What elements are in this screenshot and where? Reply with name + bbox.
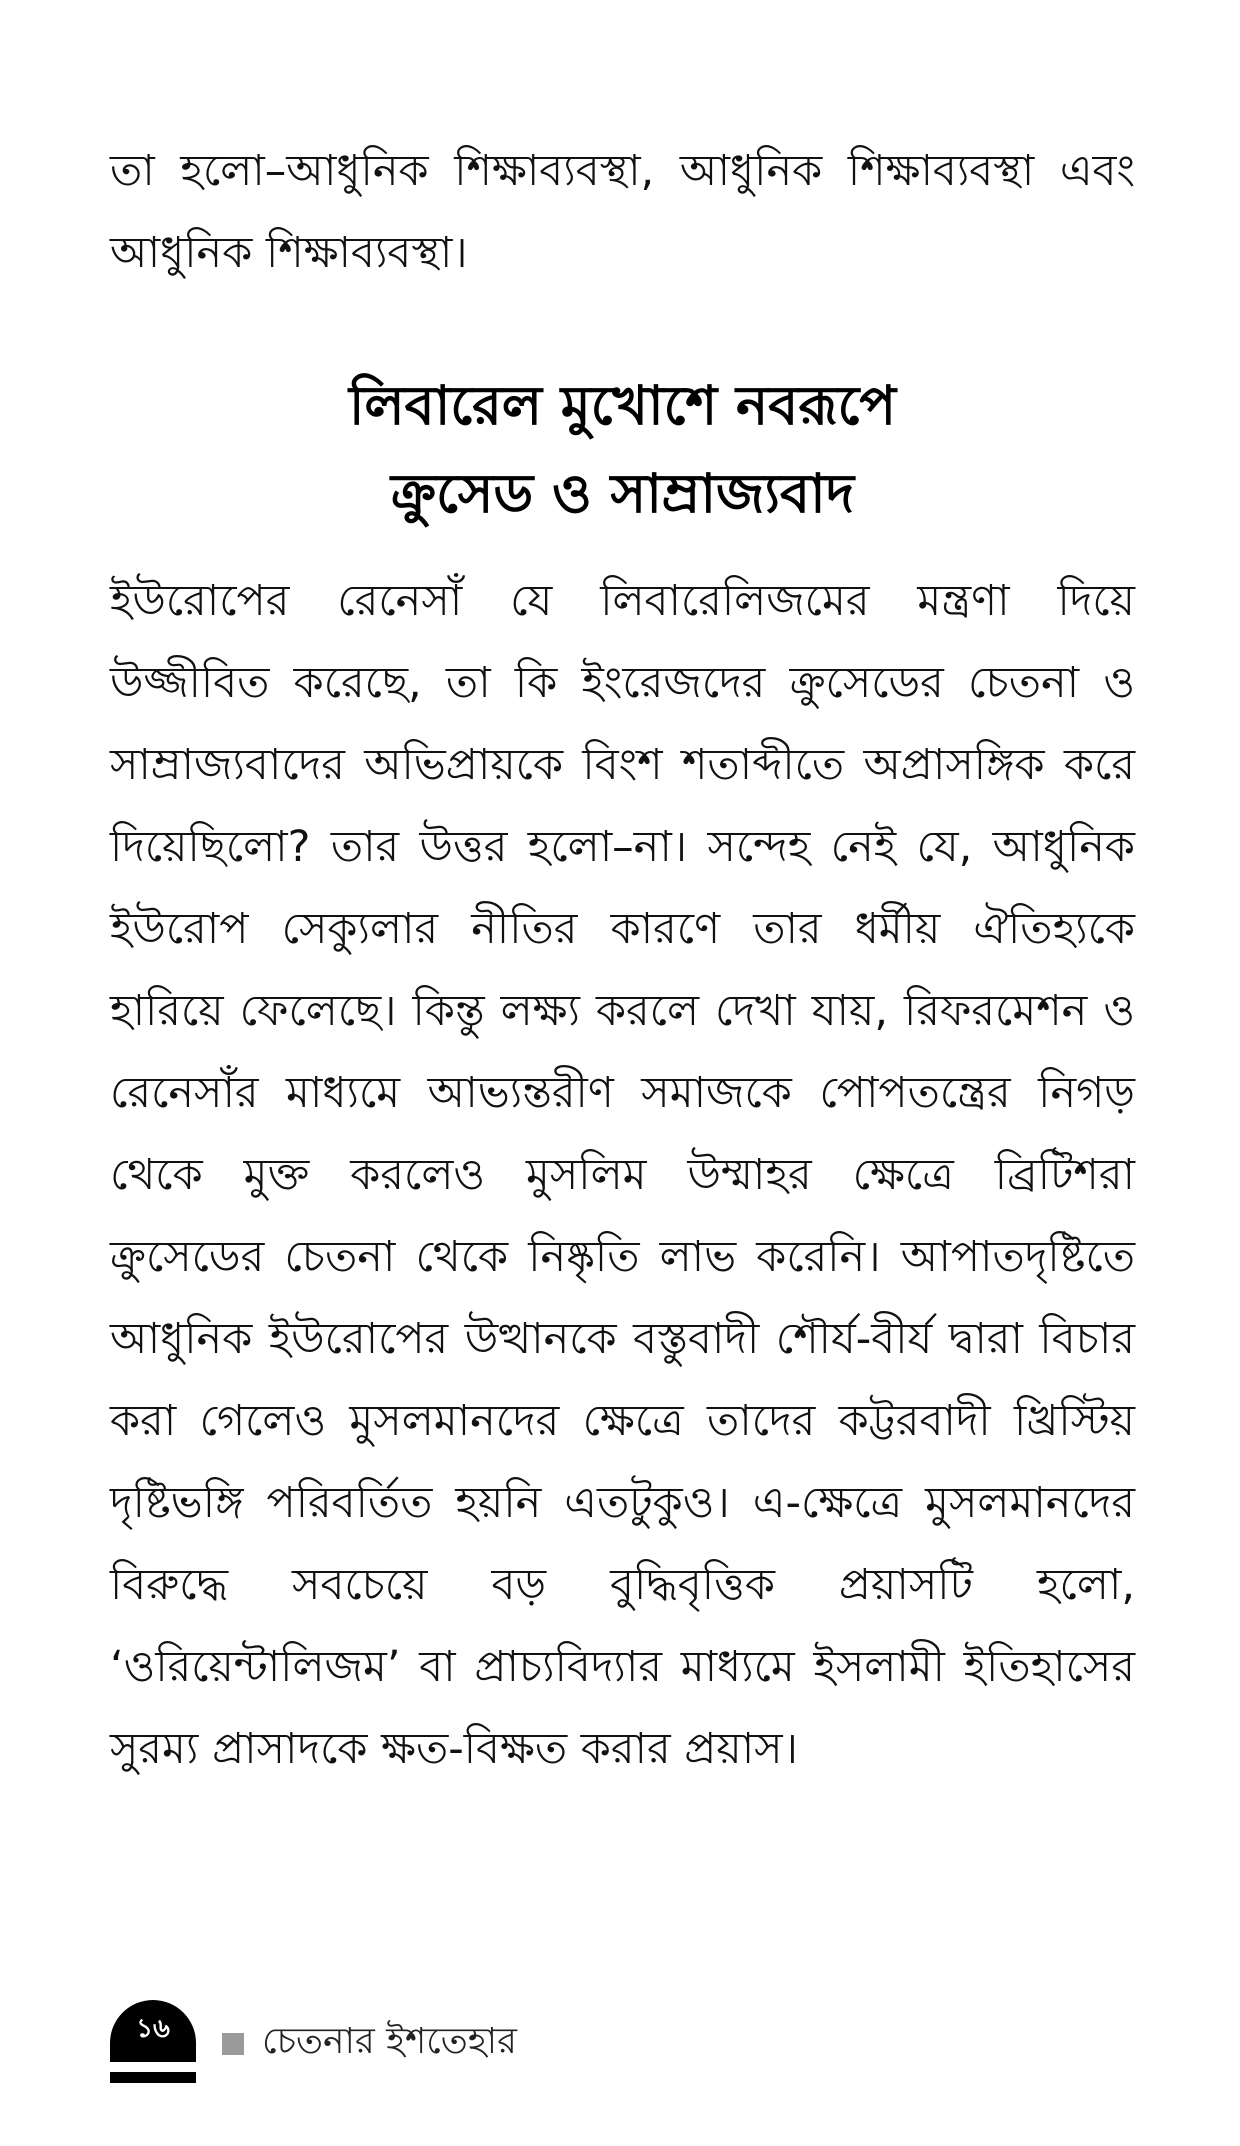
page-number: ১৬	[110, 2000, 196, 2062]
page-footer	[110, 2000, 810, 2100]
square-bullet-icon	[222, 2033, 244, 2055]
book-title: চেতনার ইশতেহার	[262, 2021, 517, 2062]
section-heading-line-2: ক্রুসেড ও সাম্রাজ্যবাদ	[390, 462, 855, 525]
section-heading-line-1: লিবারেল মুখোশে নবরূপে	[348, 374, 897, 437]
body-paragraph: ইউরোপের রেনেসাঁ যে লিবারেলিজমের মন্ত্রণা দিয়ে উজ্জীবিত করেছে, তা কি ইংরেজদের ক্রুসেডের চেতনা ও সাম্রাজ্যবাদের অভিপ্রায়কে বিংশ শতাব্দীতে অপ্রাসঙ্গিক করে দিয়েছিলো? তার উত্তর হলো–না। সন্দেহ নেই যে, আধুনিক ইউরোপ সেক্যুলার নীতির কারণে তার ধর্মীয় ঐতিহ্যকে হারিয়ে ফেলেছে। কিন্তু লক্ষ্য করলে দেখা যায়, রিফরমেশন ও রেনেসাঁর মাধ্যমে আভ্যন্তরীণ সমাজকে পোপতন্ত্রের নিগড় থেকে মুক্ত করলেও মুসলিম উম্মাহর ক্ষেত্রে ব্রিটিশরা ক্রুসেডের চেতনা থেকে নিষ্কৃতি লাভ করেনি। আপাতদৃষ্টিতে আধুনিক ইউরোপের উত্থানকে বস্তুবাদী শৌর্য-বীর্য দ্বারা বিচার করা গেলেও মুসলমানদের ক্ষেত্রে তাদের কট্টরবাদী খ্রিস্টিয় দৃষ্টিভঙ্গি পরিবর্তিত হয়নি এতটুকুও। এ-ক্ষেত্রে মুসলমানদের বিরুদ্ধে সবচেয়ে বড় বুদ্ধিবৃত্তিক প্রয়াসটি হলো, ‘ওরিয়েন্টালিজম’ বা প্রাচ্যবিদ্যার মাধ্যমে ইসলামী ইতিহাসের সুরম্য প্রাসাদকে ক্ষত-বিক্ষত করার প্রয়াস।	[110, 576, 1135, 1774]
section-heading	[110, 362, 1135, 538]
intro-paragraph: তা হলো–আধুনিক শিক্ষাব্যবস্থা, আধুনিক শিক্ষাব্যবস্থা এবং আধুনিক শিক্ষাব্যবস্থা।	[110, 146, 1135, 278]
page-number-underline	[110, 2072, 196, 2083]
